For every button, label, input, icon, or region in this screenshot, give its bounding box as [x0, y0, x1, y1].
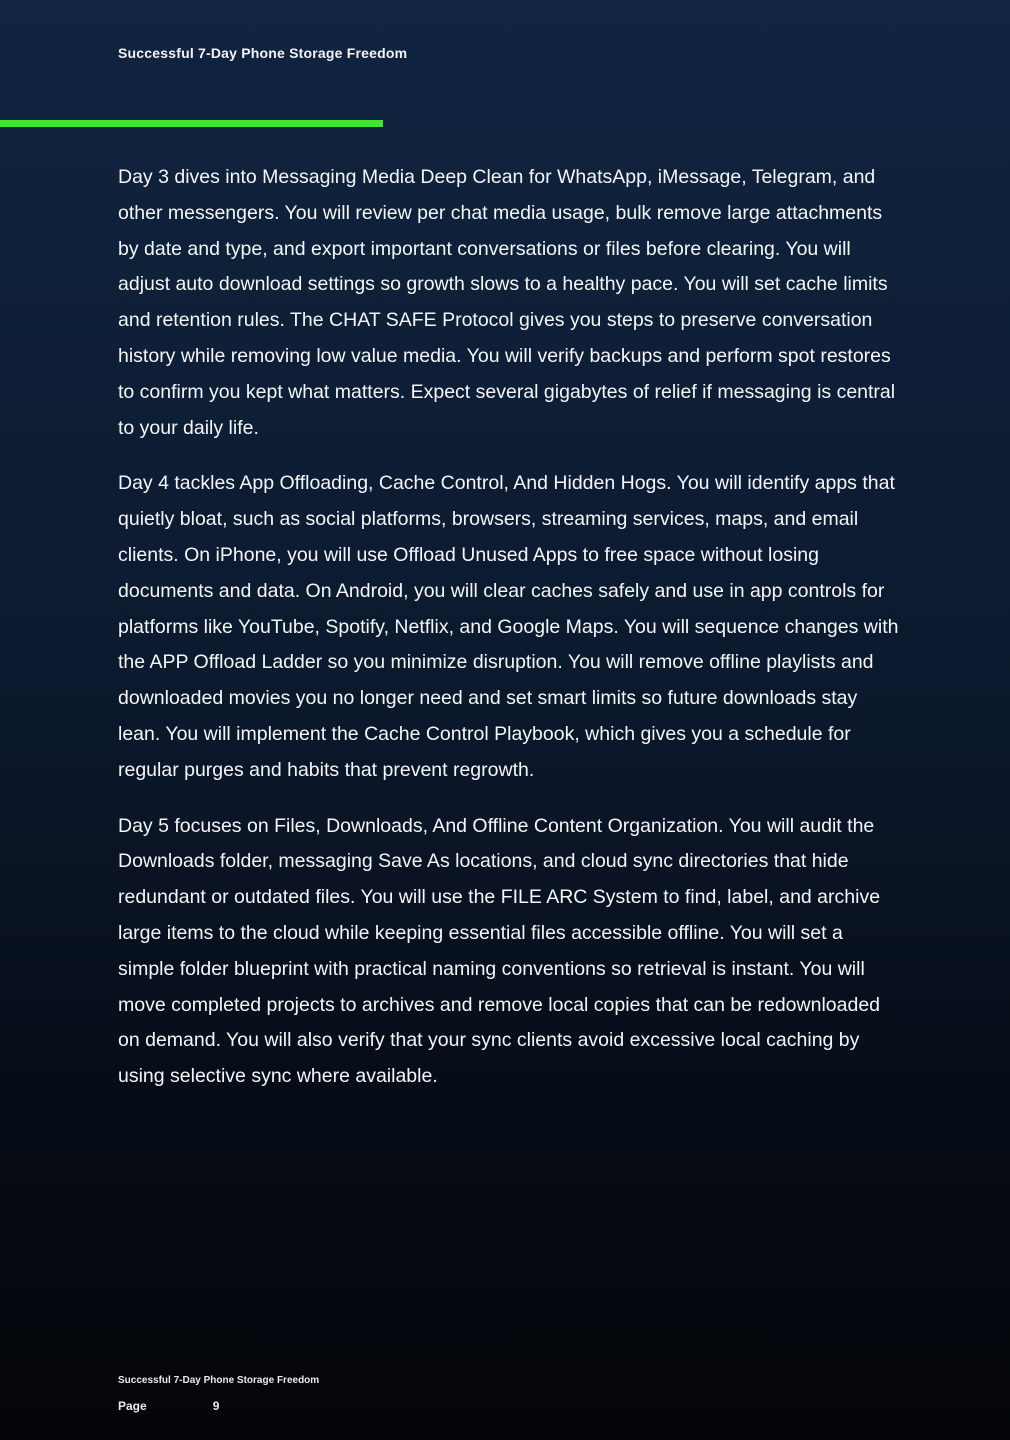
page-footer	[118, 1375, 319, 1413]
accent-divider	[0, 120, 383, 127]
paragraph-day-3: Day 3 dives into Messaging Media Deep Clean for WhatsApp, iMessage, Telegram, and other messengers. You will review per chat media usage, bulk remove large attachments by date and type, and export important conversations or files before clearing. You will adjust auto download settings so growth slows to a healthy pace. You will set cache limits and retention rules. The CHAT SAFE Protocol gives you steps to preserve conversation history while removing low value media. You will verify backups and perform spot restores to confirm you kept what matters. Expect several gigabytes of relief if messaging is central to your daily life.	[118, 166, 896, 439]
header-title: Successful 7-Day Phone Storage Freedom	[118, 45, 408, 61]
footer-page-row	[118, 1399, 319, 1413]
footer-page-number: 9	[212, 1399, 220, 1413]
paragraph-day-4: Day 4 tackles App Offloading, Cache Control, And Hidden Hogs. You will identify apps that quietly bloat, such as social platforms, browsers, streaming services, maps, and email clients. On iPhone, you will use Offload Unused Apps to free space without losing documents and data. On Android, you will clear caches safely and use in app controls for platforms like YouTube, Spotify, Netflix, and Google Maps. You will sequence changes with the APP Offload Ladder so you minimize disruption. You will remove offline playlists and downloaded movies you no longer need and set smart limits so future downloads stay lean. You will implement the Cache Control Playbook, which gives you a schedule for regular purges and habits that prevent regrowth.	[118, 472, 899, 781]
paragraph-day-5: Day 5 focuses on Files, Downloads, And Offline Content Organization. You will audit the Downloads folder, messaging Save As locations, and cloud sync directories that hide redundant or outdated files. You will use the FILE ARC System to find, label, and archive large items to the cloud while keeping essential files accessible offline. You will set a simple folder blueprint with practical naming conventions so retrieval is instant. You will move completed projects to archives and remove local copies that can be redownloaded on demand. You will also verify that your sync clients avoid excessive local caching by using selective sync where available.	[118, 814, 881, 1088]
footer-page-label: Page	[118, 1399, 147, 1413]
footer-title: Successful 7-Day Phone Storage Freedom	[118, 1375, 320, 1386]
document-body	[118, 160, 900, 1115]
